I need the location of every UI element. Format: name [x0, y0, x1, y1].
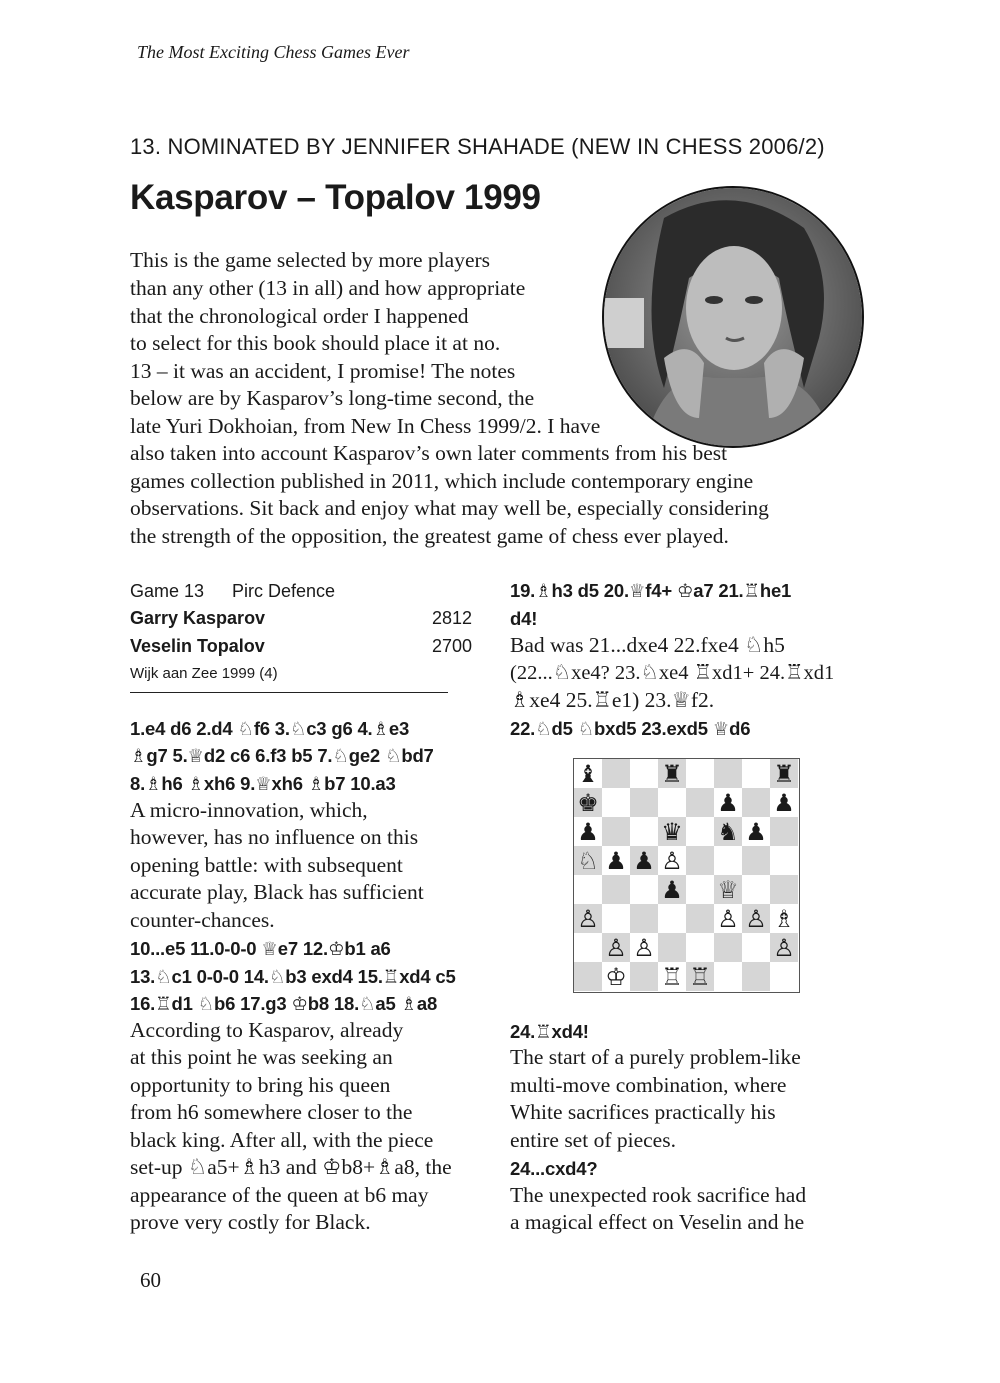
moves-line: 19.♗h3 d5 20.♕f4+ ♔a7 21.♖he1	[510, 580, 792, 601]
chess-square	[714, 759, 742, 788]
nominee-heading: 13. NOMINATED BY JENNIFER SHAHADE (NEW IN CHESS 2006/2)	[130, 134, 825, 159]
chess-piece-square: ♙	[658, 846, 686, 875]
annotation-line: accurate play, Black has sufficient	[130, 880, 424, 904]
chess-square	[630, 875, 658, 904]
chess-square	[686, 933, 714, 962]
annotation-line: opening battle: with subsequent	[130, 853, 403, 877]
intro-line: to select for this book should place it at no.	[130, 331, 501, 355]
annotation-line: however, has no influence on this	[130, 825, 419, 849]
chess-piece-square: ♜	[770, 759, 798, 788]
annotation-line: a magical effect on Veselin and he	[510, 1210, 805, 1234]
chess-piece-square: ♖	[658, 962, 686, 991]
annotation-line: at this point he was seeking an	[130, 1045, 393, 1069]
annotation-line: Bad was 21...dxe4 22.fxe4 ♘h5	[510, 633, 785, 657]
chess-square	[602, 875, 630, 904]
chess-square	[770, 962, 798, 991]
portrait-photo	[602, 186, 864, 448]
chess-piece-square: ♟	[574, 817, 602, 846]
chess-square	[742, 788, 770, 817]
divider	[130, 692, 448, 693]
annotation-line: counter-chances.	[130, 908, 275, 932]
chess-piece-square: ♙	[770, 933, 798, 962]
chess-piece-square: ♟	[714, 788, 742, 817]
annotation-line: multi-move combination, where	[510, 1073, 787, 1097]
chess-piece-square: ♟	[630, 846, 658, 875]
chess-square	[770, 846, 798, 875]
intro-line: observations. Sit back and enjoy what may well be, especially considering	[130, 496, 769, 520]
moves-line: 1.e4 d6 2.d4 ♘f6 3.♘c3 g6 4.♗e3	[130, 718, 410, 739]
intro-line: games collection published in 2011, which include contemporary engine	[130, 469, 754, 493]
chess-square	[686, 788, 714, 817]
black-player: Veselin Topalov	[130, 636, 265, 656]
chess-square	[686, 875, 714, 904]
moves-line: 24...cxd4?	[510, 1158, 598, 1179]
chess-square	[770, 817, 798, 846]
chess-square	[742, 759, 770, 788]
annotation-line: from h6 somewhere closer to the	[130, 1100, 413, 1124]
chess-piece-square: ♙	[602, 933, 630, 962]
chess-square	[658, 788, 686, 817]
chess-square	[630, 904, 658, 933]
intro-line: that the chronological order I happened	[130, 304, 469, 328]
moves-line: 24.♖xd4!	[510, 1021, 589, 1042]
intro-line: than any other (13 in all) and how appropriate	[130, 276, 526, 300]
moves-line: 16.♖d1 ♘b6 17.g3 ♔b8 18.♘a5 ♗a8	[130, 993, 438, 1014]
chess-square	[630, 962, 658, 991]
chess-piece-square: ♞	[714, 817, 742, 846]
event: Wijk aan Zee 1999 (4)	[130, 665, 278, 682]
chess-square	[602, 904, 630, 933]
chess-piece-square: ♜	[658, 759, 686, 788]
white-player: Garry Kasparov	[130, 608, 266, 628]
annotation-line: A micro-innovation, which,	[130, 798, 368, 822]
chess-piece-square: ♙	[574, 904, 602, 933]
opening-name: Pirc Defence	[232, 581, 336, 601]
chess-square	[714, 846, 742, 875]
chess-square	[742, 846, 770, 875]
annotation-line: White sacrifices practically his	[510, 1100, 776, 1124]
chess-piece-square: ♛	[658, 817, 686, 846]
intro-line: 13 – it was an accident, I promise! The notes	[130, 359, 516, 383]
chess-piece-square: ♚	[574, 788, 602, 817]
chess-square	[742, 875, 770, 904]
intro-line: late Yuri Dokhoian, from New In Chess 1999/2. I have	[130, 414, 601, 438]
moves-line: 22.♘d5 ♘bxd5 23.exd5 ♕d6	[510, 718, 751, 739]
chess-square	[770, 875, 798, 904]
chess-piece-square: ♔	[602, 962, 630, 991]
moves-line: 8.♗h6 ♗xh6 9.♕xh6 ♗b7 10.a3	[130, 773, 396, 794]
moves-line: ♗g7 5.♕d2 c6 6.f3 b5 7.♘ge2 ♘bd7	[130, 745, 434, 766]
chess-square	[742, 933, 770, 962]
chess-piece-square: ♟	[658, 875, 686, 904]
chess-square	[714, 962, 742, 991]
annotation-line: opportunity to bring his queen	[130, 1073, 391, 1097]
chess-square	[686, 846, 714, 875]
annotation-line: set-up ♘a5+♗h3 and ♔b8+♗a8, the	[130, 1155, 452, 1179]
chess-square	[574, 875, 602, 904]
moves-line: 13.♘c1 0-0-0 14.♘b3 exd4 15.♖xd4 c5	[130, 966, 456, 987]
black-rating: 2700	[432, 636, 473, 656]
annotation-line: According to Kasparov, already	[130, 1018, 404, 1042]
annotation-line: appearance of the queen at b6 may	[130, 1183, 429, 1207]
chess-square	[602, 788, 630, 817]
moves-line: d4!	[510, 608, 538, 629]
annotation-line: The start of a purely problem-like	[510, 1045, 801, 1069]
chess-square	[686, 904, 714, 933]
game-number: Game 13	[130, 581, 205, 601]
chess-square	[658, 904, 686, 933]
chess-square	[630, 817, 658, 846]
chess-square	[574, 962, 602, 991]
chess-piece-square: ♙	[714, 904, 742, 933]
annotation-line: The unexpected rook sacrifice had	[510, 1183, 807, 1207]
annotation-line: black king. After all, with the piece	[130, 1128, 434, 1152]
chess-piece-square: ♘	[574, 846, 602, 875]
annotation-line: entire set of pieces.	[510, 1128, 676, 1152]
chess-square	[742, 962, 770, 991]
chess-square	[714, 933, 742, 962]
chess-piece-square: ♟	[742, 817, 770, 846]
chess-piece-square: ♟	[770, 788, 798, 817]
intro-line: also taken into account Kasparov’s own later comments from his best	[130, 441, 728, 465]
chess-piece-square: ♗	[770, 904, 798, 933]
chess-piece-square: ♟	[602, 846, 630, 875]
intro-line: below are by Kasparov’s long-time second, the	[130, 386, 535, 410]
chess-square	[658, 933, 686, 962]
chess-square	[602, 817, 630, 846]
page-number: 60	[140, 1268, 161, 1292]
chess-square	[630, 788, 658, 817]
article-title: Kasparov – Topalov 1999	[130, 178, 541, 217]
chess-square	[686, 759, 714, 788]
annotation-line: ♗xe4 25.♖e1) 23.♕f2.	[510, 688, 715, 712]
white-rating: 2812	[432, 608, 473, 628]
chess-square	[630, 759, 658, 788]
intro-line: This is the game selected by more players	[130, 248, 491, 272]
chess-piece-square: ♙	[742, 904, 770, 933]
chess-square	[686, 817, 714, 846]
chess-piece-square: ♝	[574, 759, 602, 788]
annotation-line: (22...♘xe4? 23.♘xe4 ♖xd1+ 24.♖xd1	[510, 662, 835, 684]
chess-piece-square: ♕	[714, 875, 742, 904]
running-head: The Most Exciting Chess Games Ever	[137, 42, 410, 62]
chess-square	[574, 933, 602, 962]
chess-square	[602, 759, 630, 788]
chess-piece-square: ♙	[630, 933, 658, 962]
chess-diagram	[573, 758, 800, 993]
chess-piece-square: ♖	[686, 962, 714, 991]
annotation-line: prove very costly for Black.	[130, 1210, 371, 1234]
intro-line: the strength of the opposition, the greatest game of chess ever played.	[130, 524, 729, 548]
moves-line: 10...e5 11.0-0-0 ♕e7 12.♔b1 a6	[130, 938, 391, 959]
